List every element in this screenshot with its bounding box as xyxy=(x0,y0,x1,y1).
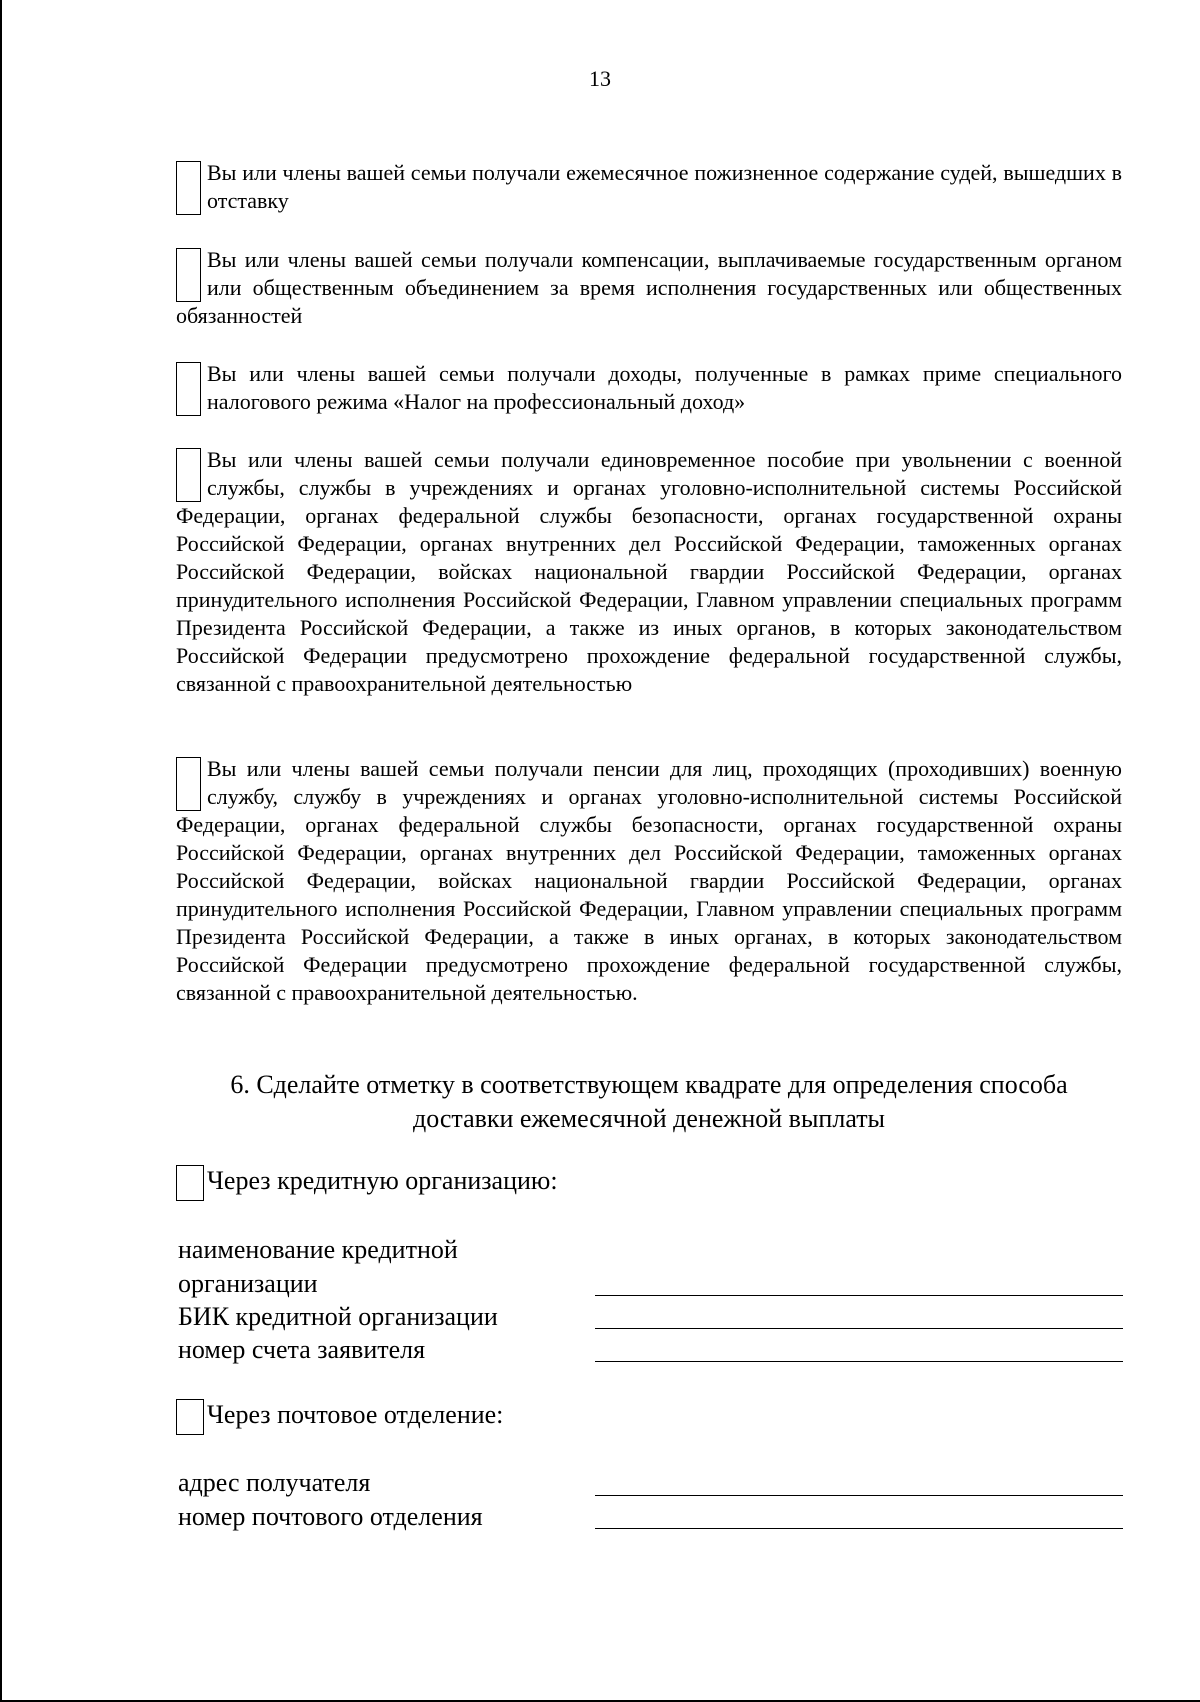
recipient-address-label: адрес получателя xyxy=(178,1468,371,1497)
bank-option-label: Через кредитную организацию: xyxy=(207,1166,558,1195)
item-text: Вы или члены вашей семьи получали ежемесячное пожизненное содержание судей, вышедших в отставку xyxy=(207,160,1122,213)
checkbox-severance-allowance[interactable] xyxy=(176,448,201,502)
item-text: Вы или члены вашей семьи получали доходы, полученные в рамках приме специального налогового режима «Налог на профессиональный доход» xyxy=(207,361,1122,414)
bik-field[interactable] xyxy=(595,1328,1123,1329)
income-item-judges-pension xyxy=(176,159,1122,215)
page-number: 13 xyxy=(589,66,611,91)
item-text: Вы или члены вашей семьи получали единовременное пособие при увольнении с военной службы, службы в учреждениях и органах уголовно-исполнительной системы Российской Федерации, органах федеральной службы безопасности, органах государственной охраны Российской Федерации, органах внутренних дел Российской Федерации, таможенных органах Российской Федерации, войсках национальной гвардии Российской Федерации, органах принудительного исполнения Российской Федерации, Главном управлении специальных программ Президента Российской Федерации, а также из иных органов, в которых законодательством Российской Федерации предусмотрено прохождение федеральной государственной службы, связанной с правоохранительной деятельностью xyxy=(176,447,1122,696)
delivery-option-post[interactable] xyxy=(176,1398,503,1435)
post-office-number-field[interactable] xyxy=(595,1528,1123,1529)
checkbox-professional-tax[interactable] xyxy=(176,362,201,416)
bik-label: БИК кредитной организации xyxy=(178,1302,498,1331)
post-option-label: Через почтовое отделение: xyxy=(207,1400,504,1429)
income-item-professional-tax xyxy=(176,360,1122,416)
section-6-heading-line1: 6. Сделайте отметку в соответствующем квадрате для определения способа xyxy=(230,1070,1068,1099)
checkbox-bank-delivery[interactable] xyxy=(176,1165,204,1201)
scan-edge-left xyxy=(0,0,2,1702)
checkbox-judges-pension[interactable] xyxy=(176,161,201,215)
recipient-address-field[interactable] xyxy=(595,1495,1123,1496)
income-item-service-pension xyxy=(176,755,1122,1007)
delivery-option-bank[interactable] xyxy=(176,1164,558,1201)
bank-name-field[interactable] xyxy=(595,1295,1123,1296)
checkbox-compensation[interactable] xyxy=(176,248,201,302)
item-text: Вы или члены вашей семьи получали пенсии для лиц, проходящих (проходивших) военную службу, службу в учреждениях и органах уголовно-исполнительной системы Российской Федерации, органах федеральной службы безопасности, органах государственной охраны Российской Федерации, органах внутренних дел Российской Федерации, таможенных органах Российской Федерации, войсках национальной гвардии Российской Федерации, органах принудительного исполнения Российской Федерации, Главном управлении специальных программ Президента Российской Федерации, а также в иных органах, в которых законодательством Российской Федерации предусмотрено прохождение федеральной государственной службы, связанной с правоохранительной деятельностью. xyxy=(176,756,1122,1005)
bank-name-label-line1: наименование кредитной xyxy=(178,1235,458,1264)
account-number-field[interactable] xyxy=(595,1361,1123,1362)
account-number-label: номер счета заявителя xyxy=(178,1335,426,1364)
checkbox-post-delivery[interactable] xyxy=(176,1399,204,1435)
section-6-heading-line2: доставки ежемесячной денежной выплаты xyxy=(412,1104,886,1133)
checkbox-service-pension[interactable] xyxy=(176,757,201,811)
section-6-heading xyxy=(176,1068,1122,1136)
income-item-compensation xyxy=(176,246,1122,330)
income-item-severance-allowance xyxy=(176,446,1122,698)
post-office-number-label: номер почтового отделения xyxy=(178,1502,483,1531)
bank-name-label-line2: организации xyxy=(178,1269,318,1298)
item-text: Вы или члены вашей семьи получали компенсации, выплачиваемые государственным органом или общественным объединением за время исполнения государственных или общественных обязанностей xyxy=(176,247,1122,328)
